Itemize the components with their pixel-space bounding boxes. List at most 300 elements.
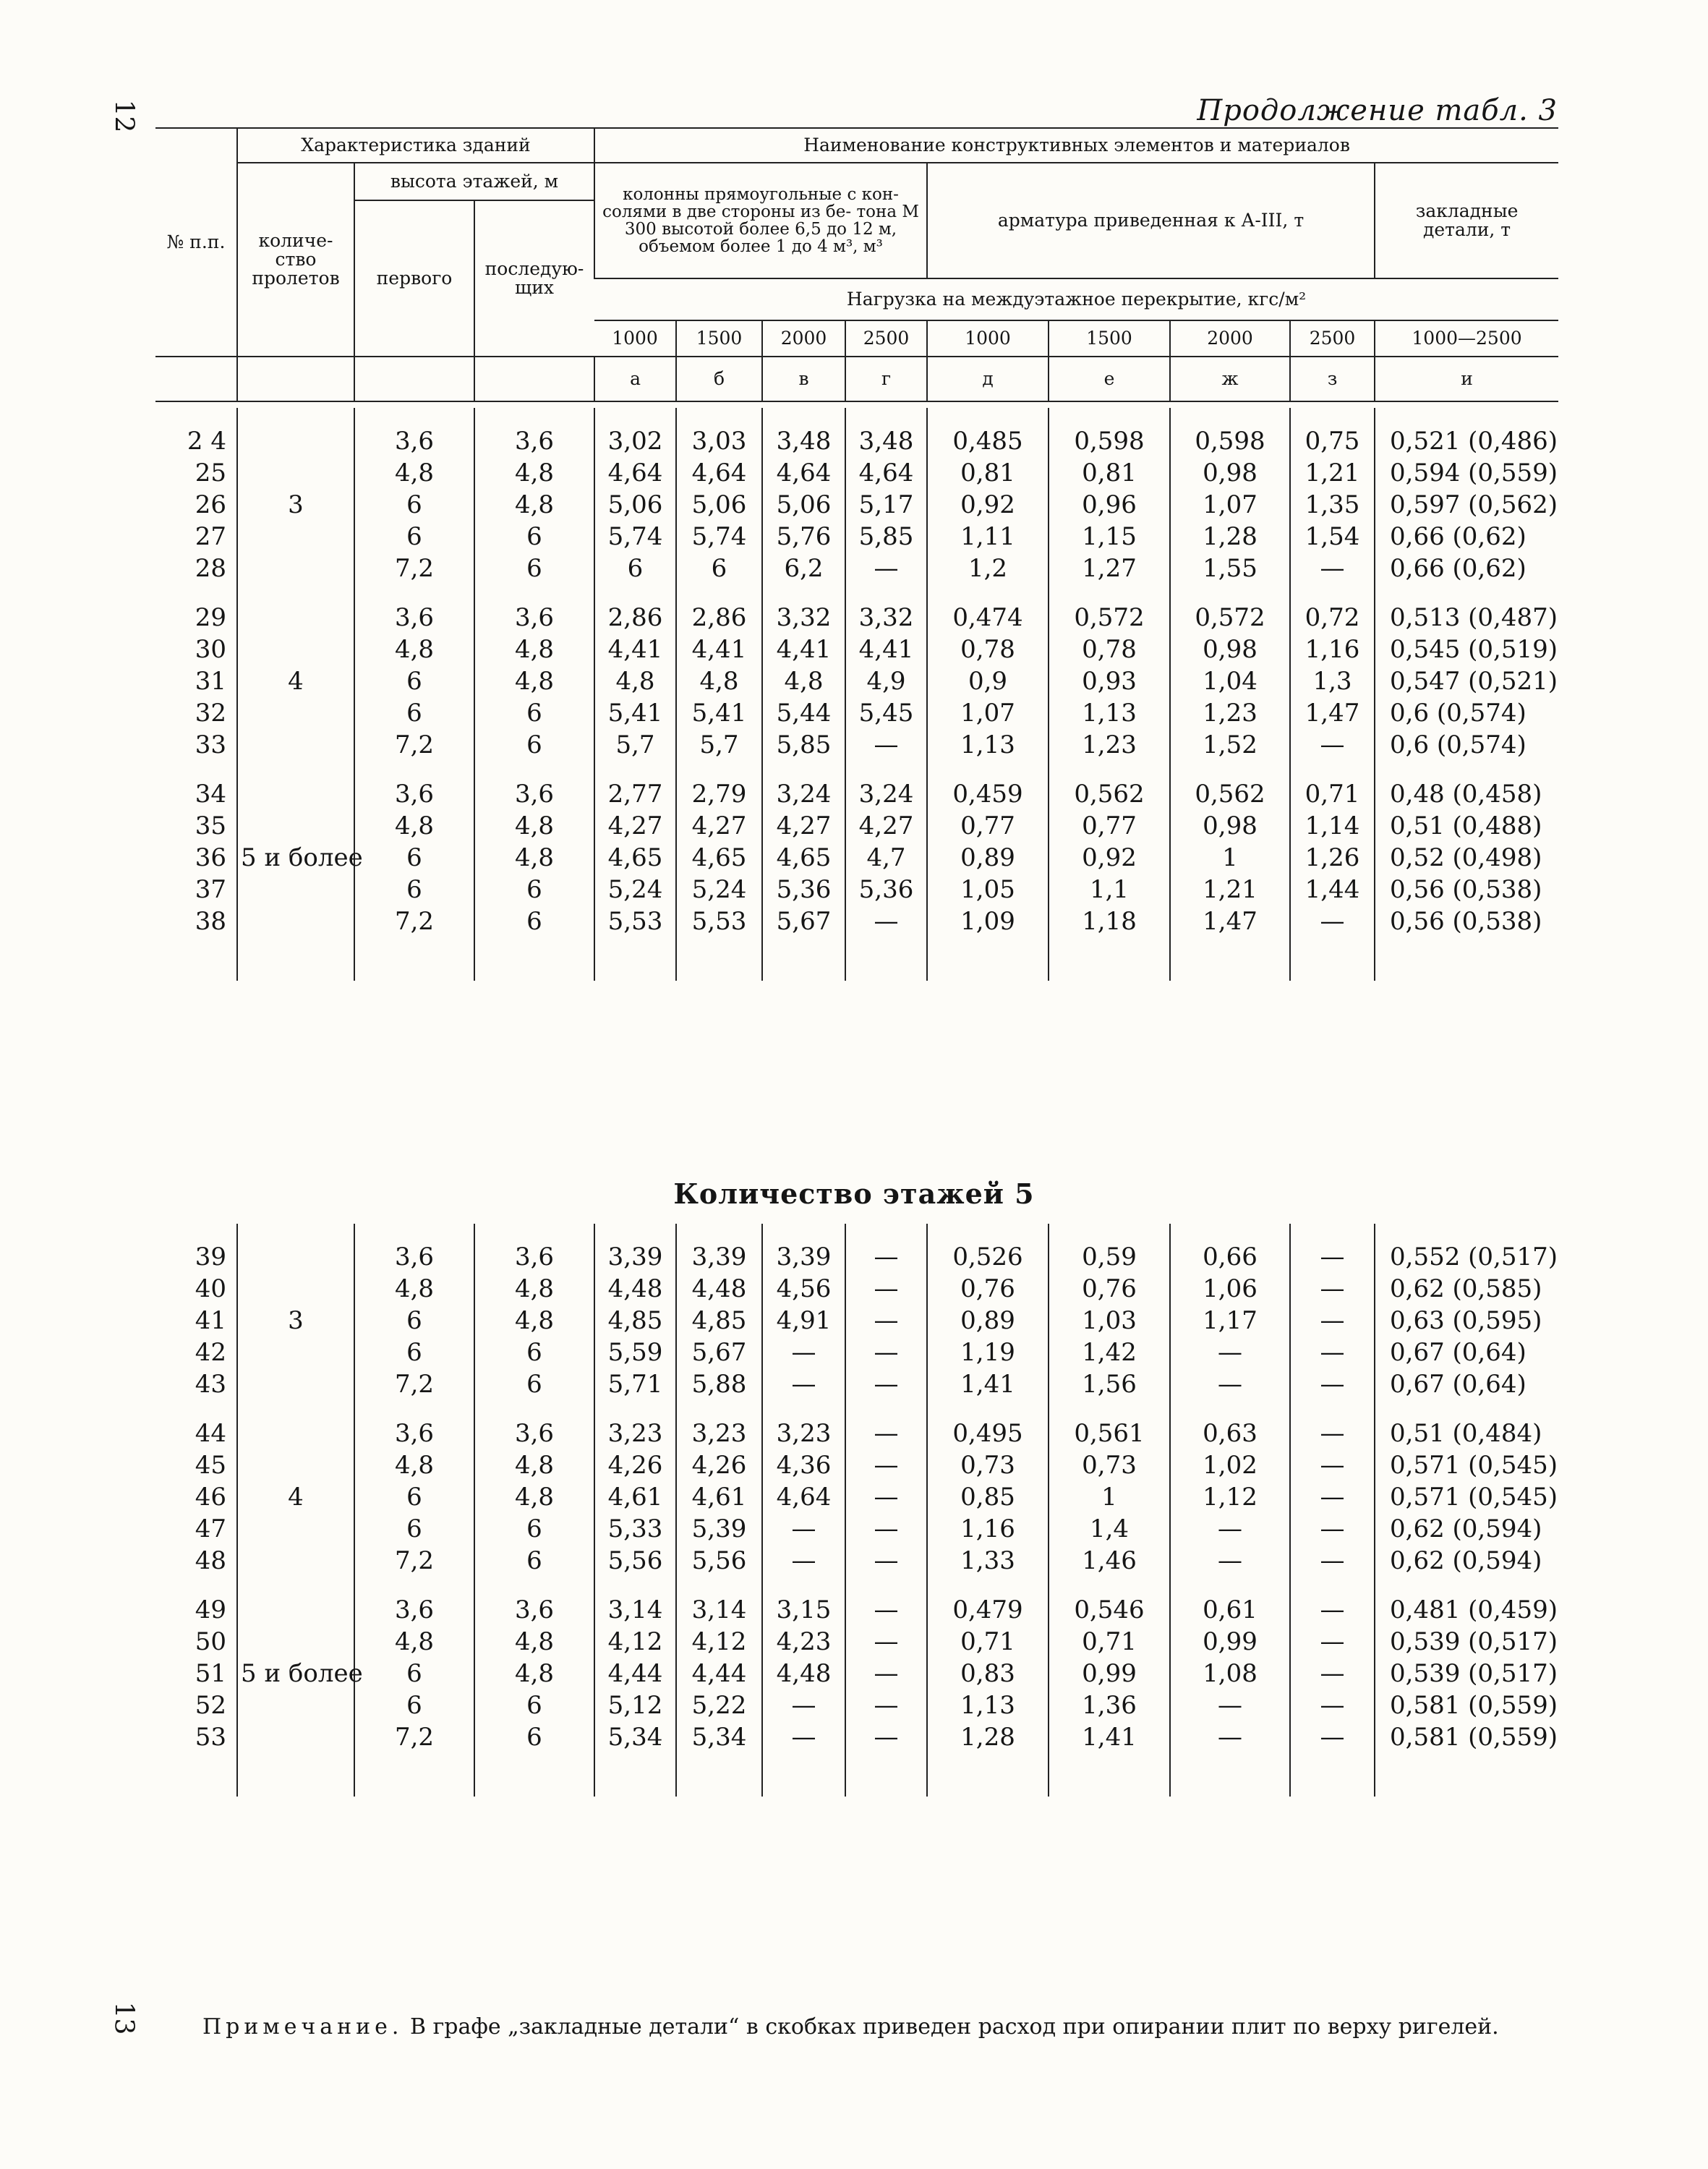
header-letter: г	[845, 357, 927, 401]
embedded-parts: 0,66 (0,62)	[1375, 553, 1558, 584]
floor-height-next: 4,8	[474, 810, 594, 842]
floor-height-first: 7,2	[354, 905, 474, 937]
table-row	[155, 665, 1558, 697]
columns-2000: 4,91	[762, 1305, 845, 1337]
header-letter: в	[762, 357, 845, 401]
columns-2000: —	[762, 1721, 845, 1753]
row-number: 25	[195, 459, 226, 487]
rebar-1000: 1,33	[927, 1545, 1049, 1577]
rebar-1500: 1,4	[1049, 1513, 1170, 1545]
floor-height-first: 4,8	[354, 1626, 474, 1658]
columns-2500: —	[845, 1481, 927, 1513]
rebar-2500: 0,75	[1290, 425, 1375, 457]
table-row	[155, 1368, 1558, 1400]
columns-2000: 5,67	[762, 905, 845, 937]
rebar-2000: 0,66	[1170, 1241, 1290, 1273]
floor-height-first: 6	[354, 874, 474, 905]
columns-1000: 3,39	[594, 1241, 676, 1273]
columns-2500: 3,24	[845, 778, 927, 810]
rebar-1500: 0,81	[1049, 457, 1170, 489]
columns-2500: 5,36	[845, 874, 927, 905]
columns-1500: 3,14	[676, 1594, 762, 1626]
columns-1500: 2,79	[676, 778, 762, 810]
floor-height-next: 4,8	[474, 1626, 594, 1658]
rebar-2500: —	[1290, 729, 1375, 761]
columns-1000: 5,7	[594, 729, 676, 761]
rebar-1000: 0,76	[927, 1273, 1049, 1305]
rebar-2000: 1,12	[1170, 1481, 1290, 1513]
columns-1500: 2,86	[676, 602, 762, 634]
floor-height-first: 6	[354, 1481, 474, 1513]
header-load-value: 1000	[927, 320, 1049, 357]
columns-1500: 5,41	[676, 697, 762, 729]
columns-1000: 2,86	[594, 602, 676, 634]
rebar-2500: —	[1290, 1305, 1375, 1337]
columns-1000: 4,64	[594, 457, 676, 489]
columns-2000: 5,85	[762, 729, 845, 761]
embedded-parts: 0,6 (0,574)	[1375, 729, 1558, 761]
header-load: Нагрузка на междуэтажное перекрытие, кгс/м²	[594, 278, 1558, 320]
floor-height-next: 6	[474, 1513, 594, 1545]
rebar-2000: 1,04	[1170, 665, 1290, 697]
columns-1000: 3,02	[594, 425, 676, 457]
columns-2000: 5,06	[762, 489, 845, 521]
rebar-1000: 1,07	[927, 697, 1049, 729]
floor-height-next: 4,8	[474, 1305, 594, 1337]
row-number: 32	[195, 699, 226, 728]
columns-1000: 4,61	[594, 1481, 676, 1513]
rebar-1000: 0,495	[927, 1418, 1049, 1449]
spans-count: 4	[237, 1418, 354, 1577]
embedded-parts: 0,581 (0,559)	[1375, 1721, 1558, 1753]
columns-1500: 5,56	[676, 1545, 762, 1577]
rebar-1500: 0,99	[1049, 1658, 1170, 1689]
columns-1000: 4,8	[594, 665, 676, 697]
header-load-value: 1500	[1049, 320, 1170, 357]
columns-1500: 4,65	[676, 842, 762, 874]
rebar-1000: 1,16	[927, 1513, 1049, 1545]
rebar-1000: 1,41	[927, 1368, 1049, 1400]
rebar-2500: 1,16	[1290, 634, 1375, 665]
header-embedded: закладные детали, т	[1375, 163, 1558, 278]
table-row	[155, 1418, 1558, 1449]
columns-1000: 5,06	[594, 489, 676, 521]
table-row	[155, 1689, 1558, 1721]
columns-2000: 5,44	[762, 697, 845, 729]
rebar-1500: 0,71	[1049, 1626, 1170, 1658]
floor-height-first: 6	[354, 521, 474, 553]
rebar-1000: 0,474	[927, 602, 1049, 634]
rebar-2500: —	[1290, 1418, 1375, 1449]
floor-height-next: 6	[474, 1689, 594, 1721]
columns-1500: 5,7	[676, 729, 762, 761]
columns-1000: 3,14	[594, 1594, 676, 1626]
row-number: 28	[195, 554, 226, 583]
floor-height-first: 6	[354, 1305, 474, 1337]
floor-height-first: 4,8	[354, 457, 474, 489]
embedded-parts: 0,481 (0,459)	[1375, 1594, 1558, 1626]
group-spacer	[155, 408, 1558, 425]
columns-2000: 4,23	[762, 1626, 845, 1658]
floor-height-next: 3,6	[474, 1594, 594, 1626]
columns-1500: 4,85	[676, 1305, 762, 1337]
row-number: 51	[195, 1659, 226, 1688]
columns-2500: —	[845, 905, 927, 937]
header-letter: а	[594, 357, 676, 401]
rebar-1500: 1,18	[1049, 905, 1170, 937]
columns-2000: 3,32	[762, 602, 845, 634]
embedded-parts: 0,51 (0,484)	[1375, 1418, 1558, 1449]
floor-height-first: 6	[354, 1337, 474, 1368]
rebar-2000: 1,06	[1170, 1273, 1290, 1305]
columns-2500: —	[845, 1721, 927, 1753]
rebar-2500: —	[1290, 1689, 1375, 1721]
columns-1500: 5,34	[676, 1721, 762, 1753]
rebar-2000: 1,07	[1170, 489, 1290, 521]
rebar-1000: 0,9	[927, 665, 1049, 697]
columns-2500: —	[845, 1305, 927, 1337]
rebar-2500: 1,26	[1290, 842, 1375, 874]
rebar-2500: —	[1290, 1337, 1375, 1368]
rebar-2000: 1,02	[1170, 1449, 1290, 1481]
header-letter: ж	[1170, 357, 1290, 401]
header-blank	[474, 357, 594, 401]
columns-2000: 4,48	[762, 1658, 845, 1689]
footnote-label: Примечание.	[202, 2014, 403, 2040]
row-number: 43	[195, 1370, 226, 1399]
rebar-2000: —	[1170, 1368, 1290, 1400]
row-number: 26	[195, 490, 226, 519]
columns-1000: 4,41	[594, 634, 676, 665]
columns-2500: 5,17	[845, 489, 927, 521]
floor-height-first: 6	[354, 1658, 474, 1689]
floor-height-next: 6	[474, 553, 594, 584]
embedded-parts: 0,56 (0,538)	[1375, 905, 1558, 937]
embedded-parts: 0,539 (0,517)	[1375, 1658, 1558, 1689]
floor-height-next: 6	[474, 874, 594, 905]
header-load-value: 2500	[845, 320, 927, 357]
header-letter: з	[1290, 357, 1375, 401]
group-spacer	[155, 1577, 1558, 1594]
floor-height-next: 3,6	[474, 778, 594, 810]
rebar-1000: 0,77	[927, 810, 1049, 842]
floor-height-first: 4,8	[354, 1273, 474, 1305]
rebar-1500: 0,546	[1049, 1594, 1170, 1626]
columns-1500: 5,74	[676, 521, 762, 553]
table-row	[155, 810, 1558, 842]
row-number: 37	[195, 875, 226, 904]
table-row	[155, 553, 1558, 584]
rebar-2000: 1,21	[1170, 874, 1290, 905]
columns-2000: 3,15	[762, 1594, 845, 1626]
columns-1000: 4,65	[594, 842, 676, 874]
rebar-2500: —	[1290, 1368, 1375, 1400]
embedded-parts: 0,56 (0,538)	[1375, 874, 1558, 905]
floor-height-first: 6	[354, 1689, 474, 1721]
columns-2500: —	[845, 1449, 927, 1481]
group-spacer	[155, 584, 1558, 602]
header-load-value: 1000	[594, 320, 676, 357]
floor-height-next: 6	[474, 1545, 594, 1577]
columns-2000: 4,41	[762, 634, 845, 665]
table-body-section-2	[155, 1224, 1558, 1797]
rebar-1000: 0,73	[927, 1449, 1049, 1481]
table-row	[155, 521, 1558, 553]
header-load-value: 1500	[676, 320, 762, 357]
embedded-parts: 0,521 (0,486)	[1375, 425, 1558, 457]
rebar-1000: 1,11	[927, 521, 1049, 553]
rebar-1500: 1,15	[1049, 521, 1170, 553]
table-row	[155, 874, 1558, 905]
rebar-2500: —	[1290, 905, 1375, 937]
embedded-parts: 0,67 (0,64)	[1375, 1337, 1558, 1368]
rebar-2000: 1,08	[1170, 1658, 1290, 1689]
rebar-1000: 0,71	[927, 1626, 1049, 1658]
table-row	[155, 1305, 1558, 1337]
rebar-1000: 1,19	[927, 1337, 1049, 1368]
rebar-1500: 1,23	[1049, 729, 1170, 761]
columns-1000: 4,48	[594, 1273, 676, 1305]
table-row	[155, 489, 1558, 521]
columns-2000: 4,36	[762, 1449, 845, 1481]
table-row	[155, 1241, 1558, 1273]
rebar-2000: 0,99	[1170, 1626, 1290, 1658]
table-row	[155, 778, 1558, 810]
columns-2000: 4,65	[762, 842, 845, 874]
columns-1500: 3,39	[676, 1241, 762, 1273]
header-first: первого	[354, 200, 474, 357]
row-number: 34	[195, 780, 226, 809]
section-title: Количество этажей 5	[673, 1177, 1035, 1210]
rebar-1000: 0,89	[927, 1305, 1049, 1337]
floor-height-first: 6	[354, 1513, 474, 1545]
columns-2500: —	[845, 1241, 927, 1273]
columns-1000: 5,12	[594, 1689, 676, 1721]
embedded-parts: 0,52 (0,498)	[1375, 842, 1558, 874]
rebar-2500: 1,35	[1290, 489, 1375, 521]
rebar-2500: —	[1290, 1273, 1375, 1305]
columns-1500: 4,61	[676, 1481, 762, 1513]
columns-1500: 4,64	[676, 457, 762, 489]
rebar-2500: —	[1290, 1594, 1375, 1626]
rebar-1000: 0,459	[927, 778, 1049, 810]
columns-1500: 3,23	[676, 1418, 762, 1449]
columns-2500: 4,9	[845, 665, 927, 697]
columns-2500: —	[845, 1273, 927, 1305]
rebar-1500: 0,562	[1049, 778, 1170, 810]
columns-2000: 3,39	[762, 1241, 845, 1273]
rebar-2000: 1,28	[1170, 521, 1290, 553]
floor-height-first: 3,6	[354, 425, 474, 457]
columns-1000: 5,34	[594, 1721, 676, 1753]
columns-1500: 3,03	[676, 425, 762, 457]
header-letter: д	[927, 357, 1049, 401]
rebar-2500: —	[1290, 1545, 1375, 1577]
columns-2500: —	[845, 1337, 927, 1368]
table-row	[155, 1626, 1558, 1658]
rebar-1500: 0,93	[1049, 665, 1170, 697]
table-row	[155, 1481, 1558, 1513]
header-rebar: арматура приведенная к А-III, т	[927, 163, 1375, 278]
header-elements: Наименование конструктивных элементов и материалов	[594, 128, 1558, 163]
header-blank	[155, 357, 237, 401]
rebar-2000: 0,98	[1170, 457, 1290, 489]
row-number: 29	[195, 603, 226, 632]
floor-height-first: 3,6	[354, 1594, 474, 1626]
rebar-1000: 1,05	[927, 874, 1049, 905]
columns-1500: 6	[676, 553, 762, 584]
rebar-1000: 0,89	[927, 842, 1049, 874]
rebar-2000: 0,98	[1170, 810, 1290, 842]
columns-2000: 4,56	[762, 1273, 845, 1305]
rebar-1500: 0,96	[1049, 489, 1170, 521]
rebar-2500: 1,44	[1290, 874, 1375, 905]
columns-1000: 5,41	[594, 697, 676, 729]
columns-1500: 4,48	[676, 1273, 762, 1305]
row-number: 36	[195, 843, 226, 872]
rebar-1500: 1,13	[1049, 697, 1170, 729]
header-load-value: 2500	[1290, 320, 1375, 357]
floor-height-next: 6	[474, 521, 594, 553]
floor-height-next: 3,6	[474, 1418, 594, 1449]
row-number: 38	[195, 907, 226, 936]
rebar-2000: —	[1170, 1721, 1290, 1753]
columns-1500: 4,12	[676, 1626, 762, 1658]
floor-height-next: 4,8	[474, 489, 594, 521]
embedded-parts: 0,63 (0,595)	[1375, 1305, 1558, 1337]
table-body-section-1	[155, 408, 1558, 981]
row-number: 45	[195, 1451, 226, 1480]
columns-1000: 5,53	[594, 905, 676, 937]
rebar-2000: —	[1170, 1545, 1290, 1577]
rebar-2500: 1,47	[1290, 697, 1375, 729]
embedded-parts: 0,594 (0,559)	[1375, 457, 1558, 489]
header-load-value: 2000	[1170, 320, 1290, 357]
table-row	[155, 425, 1558, 457]
spans-count: 3	[237, 1241, 354, 1400]
embedded-parts: 0,513 (0,487)	[1375, 602, 1558, 634]
floor-height-first: 3,6	[354, 1418, 474, 1449]
columns-2000: 4,64	[762, 1481, 845, 1513]
header-letter: б	[676, 357, 762, 401]
rebar-2500: —	[1290, 553, 1375, 584]
floor-height-next: 4,8	[474, 1449, 594, 1481]
header-next: последую- щих	[474, 200, 594, 357]
columns-2500: 3,48	[845, 425, 927, 457]
row-number: 53	[195, 1723, 226, 1752]
row-number: 27	[195, 522, 226, 551]
rebar-1500: 1,1	[1049, 874, 1170, 905]
floor-height-next: 4,8	[474, 1273, 594, 1305]
rebar-2000: 0,98	[1170, 634, 1290, 665]
rebar-2000: 1,55	[1170, 553, 1290, 584]
columns-2500: —	[845, 1626, 927, 1658]
floor-height-first: 3,6	[354, 602, 474, 634]
columns-1000: 5,74	[594, 521, 676, 553]
rebar-1000: 1,13	[927, 1689, 1049, 1721]
floor-height-first: 7,2	[354, 729, 474, 761]
columns-1500: 4,8	[676, 665, 762, 697]
header-blank	[237, 357, 354, 401]
columns-1000: 4,12	[594, 1626, 676, 1658]
floor-height-first: 4,8	[354, 1449, 474, 1481]
header-characteristics: Характеристика зданий	[237, 128, 594, 163]
group-spacer	[155, 1224, 1558, 1241]
rebar-1500: 0,572	[1049, 602, 1170, 634]
columns-2000: 4,8	[762, 665, 845, 697]
floor-height-next: 4,8	[474, 842, 594, 874]
columns-1500: 5,24	[676, 874, 762, 905]
spans-count: 3	[237, 425, 354, 584]
spans-count: 4	[237, 602, 354, 761]
floor-height-first: 7,2	[354, 1545, 474, 1577]
embedded-parts: 0,597 (0,562)	[1375, 489, 1558, 521]
columns-2500: 5,45	[845, 697, 927, 729]
columns-1000: 2,77	[594, 778, 676, 810]
columns-1500: 4,44	[676, 1658, 762, 1689]
rebar-1000: 0,526	[927, 1241, 1049, 1273]
floor-height-first: 4,8	[354, 810, 474, 842]
columns-1500: 5,88	[676, 1368, 762, 1400]
row-number: 49	[195, 1595, 226, 1624]
floor-height-first: 3,6	[354, 778, 474, 810]
header-num: № п.п.	[155, 128, 237, 357]
rebar-2000: 0,572	[1170, 602, 1290, 634]
columns-1500: 4,27	[676, 810, 762, 842]
table-row	[155, 729, 1558, 761]
row-number: 2 4	[187, 427, 226, 456]
columns-2500: 4,64	[845, 457, 927, 489]
table-row	[155, 1273, 1558, 1305]
row-number: 30	[195, 635, 226, 664]
rebar-2000: 0,562	[1170, 778, 1290, 810]
group-spacer	[155, 1400, 1558, 1418]
embedded-parts: 0,62 (0,594)	[1375, 1513, 1558, 1545]
columns-2500: 5,85	[845, 521, 927, 553]
floor-height-next: 4,8	[474, 1658, 594, 1689]
rebar-1000: 0,83	[927, 1658, 1049, 1689]
columns-1000: 5,56	[594, 1545, 676, 1577]
rebar-2000: 1	[1170, 842, 1290, 874]
floor-height-next: 6	[474, 1368, 594, 1400]
columns-1000: 4,85	[594, 1305, 676, 1337]
embedded-parts: 0,66 (0,62)	[1375, 521, 1558, 553]
embedded-parts: 0,62 (0,585)	[1375, 1273, 1558, 1305]
rebar-1000: 0,92	[927, 489, 1049, 521]
floor-height-next: 6	[474, 697, 594, 729]
spans-count: 5 и более	[237, 778, 354, 937]
rebar-1500: 0,598	[1049, 425, 1170, 457]
rebar-2500: —	[1290, 1481, 1375, 1513]
rebar-2500: —	[1290, 1449, 1375, 1481]
embedded-parts: 0,6 (0,574)	[1375, 697, 1558, 729]
rebar-1000: 0,78	[927, 634, 1049, 665]
columns-1000: 5,59	[594, 1337, 676, 1368]
rebar-1500: 0,78	[1049, 634, 1170, 665]
rebar-2500: —	[1290, 1513, 1375, 1545]
rebar-2000: —	[1170, 1513, 1290, 1545]
group-spacer	[155, 761, 1558, 778]
floor-height-next: 3,6	[474, 425, 594, 457]
floor-height-first: 6	[354, 489, 474, 521]
row-number: 50	[195, 1627, 226, 1656]
table-row	[155, 905, 1558, 937]
rebar-2500: 1,14	[1290, 810, 1375, 842]
columns-2500: 4,27	[845, 810, 927, 842]
rebar-2500: 0,71	[1290, 778, 1375, 810]
floor-height-next: 4,8	[474, 1481, 594, 1513]
rebar-1000: 1,09	[927, 905, 1049, 937]
